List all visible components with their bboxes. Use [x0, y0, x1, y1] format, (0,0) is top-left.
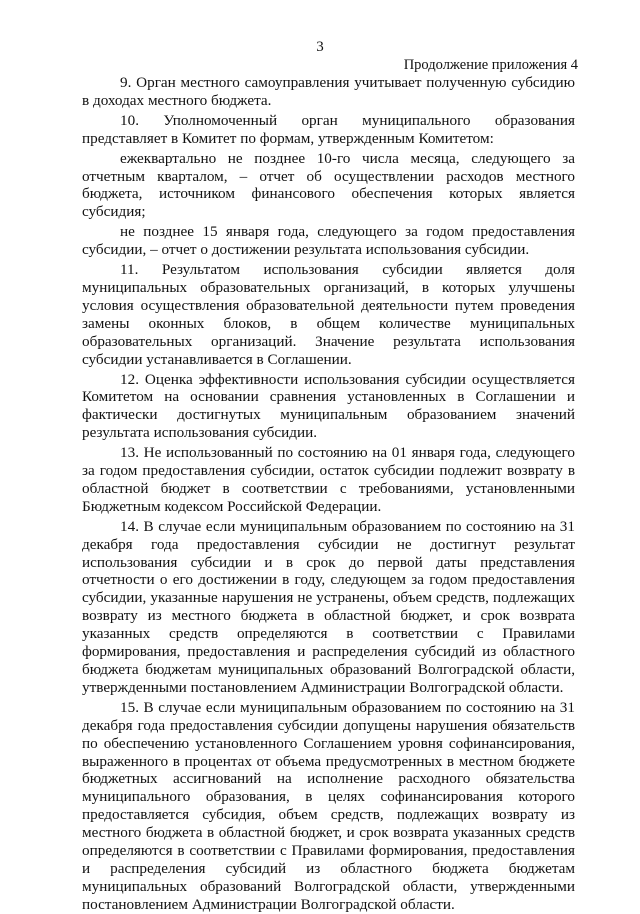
page-number: 3 — [316, 39, 324, 55]
paragraph-13: 13. Не использованный по состоянию на 01 января года, следующего за годом предоставления субсидии, остаток субсидии подлежит возврату в областной бюджет в соответствии с требованиями, установленными Бюджетным кодексом Российской Федерации. — [82, 444, 575, 515]
paragraph-10: 10. Уполномоченный орган муниципального образования представляет в Комитет по формам, утвержденным Комитетом: — [82, 111, 575, 147]
paragraph-14: 14. В случае если муниципальным образованием по состоянию на 31 декабря года предоставления субсидии не достигнут результат использования субсидии и в срок до первой даты представления отчетности о его достижении в году, следующем за годом предоставления субсидии, указанные нарушения не устранены, объем средств, подлежащих возврату из местного бюджета в областной бюджет, и срок возврата указанных средств определяются в соответствии с Правилами формирования, предоставления и распределения субсидий из областного бюджета бюджетам муниципальных образований Волгоградской области, утвержденными постановлением Администрации Волгоградской области. — [82, 517, 575, 696]
paragraph-9: 9. Орган местного самоуправления учитывает полученную субсидию в доходах местного бюджета. — [82, 74, 575, 109]
paragraph-15: 15. В случае если муниципальным образованием по состоянию на 31 декабря года предоставления субсидии допущены нарушения обязательств по обеспечению установленного Соглашением уровня софинансирования, выраженного в процентах от объема предусмотренных в местном бюджете бюджетных ассигнований на исполнение расходного обязательства муниципального образования, в целях софинансирования которого предоставляется субсидия, объем средств, подлежащих возврату из местного бюджета в областной бюджет, и срок возврата указанных средств определяются в соответствии с Правилами формирования, предоставления и распределения субсидий из областного бюджета бюджетам муниципальных образований Волгоградской области, утвержденными постановлением Администрации Волгоградской области. — [82, 698, 575, 913]
paragraph-12: 12. Оценка эффективности использования субсидии осуществляется Комитетом на основании сравнения установленных в Соглашении и фактически достигнутых муниципальным образованием значений результата использования субсидии. — [82, 370, 575, 442]
appendix-continuation-note: Продолжение приложения 4 — [403, 57, 578, 73]
paragraph-10-quarterly-report: ежеквартально не позднее 10-го числа месяца, следующего за отчетным кварталом, – отчет об осуществлении расходов местного бюджета, источником финансового обеспечения которых является субсидия; — [82, 149, 575, 221]
paragraph-11: 11. Результатом использования субсидии является доля муниципальных образовательных организаций, в которых улучшены условия осуществления образовательной деятельности путем проведения замены оконных блоков, в общем количестве муниципальных образовательных организаций. Значение результата использования субсидии устанавливается в Соглашении. — [82, 261, 575, 368]
paragraph-10-annual-report: не позднее 15 января года, следующего за годом предоставления субсидии, – отчет о достижении результата использования субсидии. — [82, 223, 575, 259]
document-body — [82, 74, 575, 914]
